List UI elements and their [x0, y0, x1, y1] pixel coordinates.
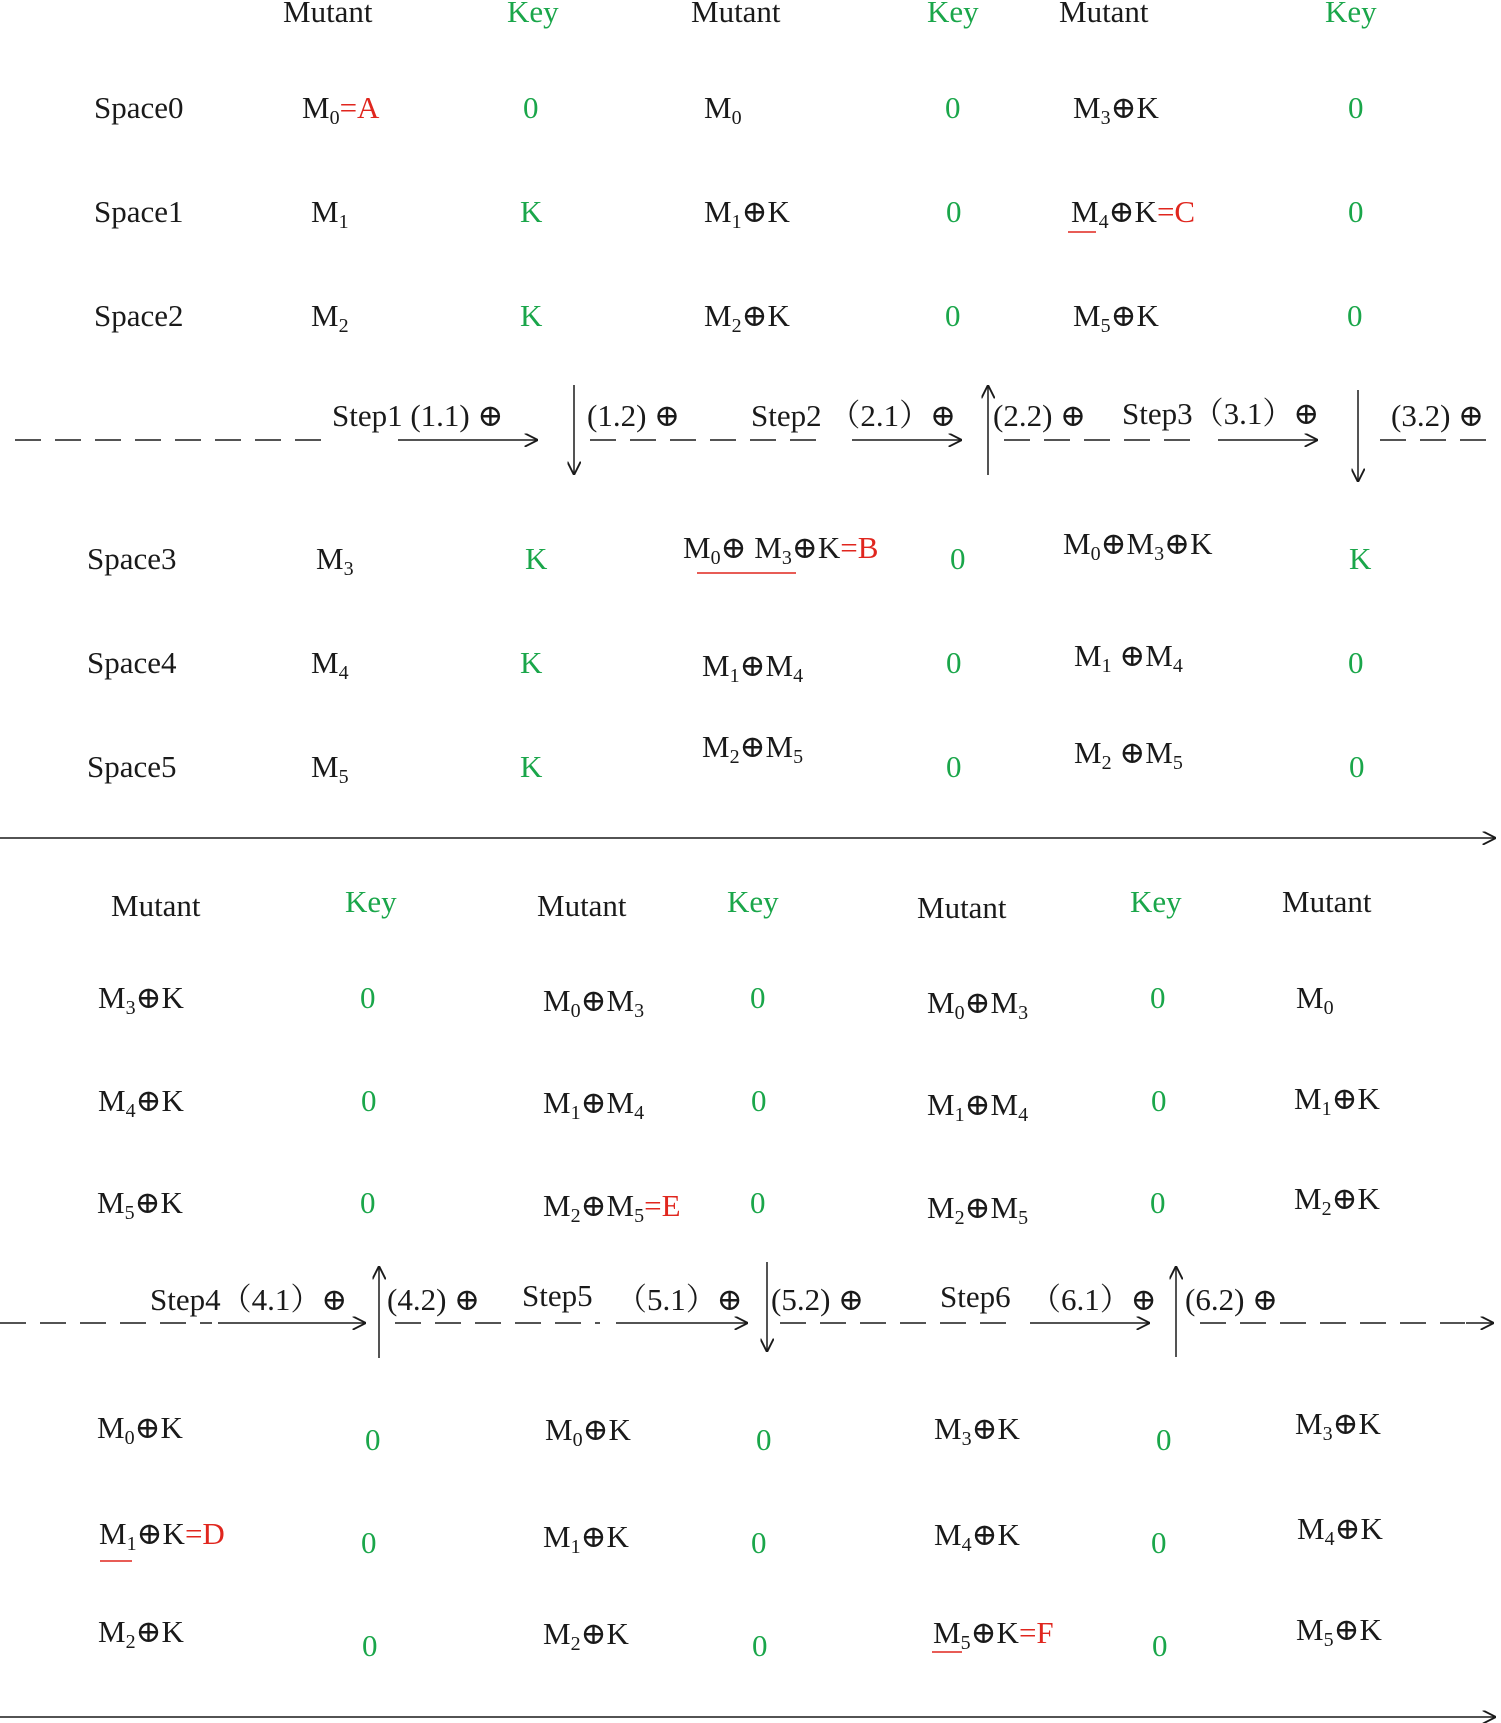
cell-mutant: $M_1$ $\oplus M_4$ [1074, 638, 1183, 677]
header-mutant-4: Mutant [111, 888, 201, 923]
cell-mutant: $M_4\oplus K$ [1297, 1511, 1383, 1550]
cell-key: 0 [750, 980, 766, 1015]
step6-1-label: （6.1）⊕ [1030, 1282, 1157, 1317]
cell-mutant: $M_5\oplus K$ [1073, 298, 1159, 337]
cell-mutant: $M_0$ [1296, 980, 1334, 1019]
step4-2-label: (4.2) ⊕ [387, 1282, 481, 1317]
cell-mutant: $M_5\oplus K$ [97, 1185, 183, 1224]
cell-key: 0 [945, 298, 961, 333]
cell-key: K [520, 194, 543, 229]
header-key-2: Key [927, 0, 979, 29]
cell-mutant: $M_1\oplus K$ [543, 1519, 629, 1558]
cell-mutant: $M_4\oplus K$ [934, 1517, 1020, 1556]
cell-key: 0 [1349, 749, 1365, 784]
step3-2-label: (3.2) ⊕ [1391, 398, 1485, 433]
cell-key: K [520, 645, 543, 680]
header-key-1: Key [507, 0, 559, 29]
cell-mutant: $M_3\oplus K$ [98, 980, 184, 1019]
cell-key: 0 [1152, 1628, 1168, 1663]
step5-1-label: （5.1）⊕ [616, 1282, 743, 1317]
cell-mutant: $M_4$ [311, 645, 349, 684]
cell-mutant: $M_2\oplus K$ [1294, 1181, 1380, 1220]
cell-mutant: $M_1$ [311, 194, 349, 233]
header-mutant-1: Mutant [283, 0, 373, 29]
header-mutant-2: Mutant [691, 0, 781, 29]
header-key-5: Key [727, 884, 779, 919]
cell-mutant: $M_1\oplus M_4$ [927, 1087, 1029, 1126]
cell-mutant: $M_3\oplus K$ [1295, 1406, 1381, 1445]
step6-2-label: (6.2) ⊕ [1185, 1282, 1279, 1317]
cell-key: 0 [365, 1422, 381, 1457]
space-label: Space1 [94, 194, 184, 229]
header-key-4: Key [345, 884, 397, 919]
header-key-3: Key [1325, 0, 1377, 29]
cell-key: 0 [360, 1185, 376, 1220]
cell-key: K [525, 541, 548, 576]
cell-mutant: $M_0$ [704, 90, 742, 129]
cell-key: 0 [751, 1525, 767, 1560]
cell-mutant: $M_1\oplus M_4$ [702, 648, 804, 687]
cell-mutant: $M_2\oplus M_5$ [927, 1190, 1029, 1229]
step3-label: Step3（3.1）⊕ [1122, 396, 1320, 431]
cell-mutant: $M_5\oplus K$ [1296, 1612, 1382, 1651]
cell-mutant: $M_3$ [316, 541, 354, 580]
space-label: Space4 [87, 645, 177, 680]
header-mutant-6: Mutant [917, 890, 1007, 925]
cell-mutant: $M_2$ [311, 298, 349, 337]
space-label: Space0 [94, 90, 184, 125]
cell-key: 0 [523, 90, 539, 125]
cell-key: 0 [1151, 1083, 1167, 1118]
cell-mutant: $M_2\oplus K$ [704, 298, 790, 337]
space-label: Space3 [87, 541, 177, 576]
cell-key: 0 [752, 1628, 768, 1663]
step2-label: Step2 （2.1）⊕ [751, 398, 957, 433]
step2-2-label: (2.2) ⊕ [993, 398, 1087, 433]
header-mutant-3: Mutant [1059, 0, 1149, 29]
header-mutant-7: Mutant [1282, 884, 1372, 919]
cell-key: 0 [750, 1185, 766, 1220]
cell-key: 0 [1348, 90, 1364, 125]
space-label: Space2 [94, 298, 184, 333]
cell-key: 0 [1156, 1422, 1172, 1457]
cell-mutant: $M_1\oplus M_4$ [543, 1085, 645, 1124]
step1-2-label: (1.2) ⊕ [587, 398, 681, 433]
step6-label: Step6 [940, 1279, 1011, 1314]
cell-key: 0 [945, 90, 961, 125]
cell-mutant: $M_0\oplus M_3$ [543, 983, 645, 1022]
step5-label: Step5 [522, 1278, 593, 1313]
cell-key: 0 [1150, 1185, 1166, 1220]
cell-key: 0 [1150, 980, 1166, 1015]
cell-key: 0 [1348, 645, 1364, 680]
cell-mutant: $M_0\oplus M_3\oplus K$ [1063, 526, 1213, 565]
step4-label: Step4（4.1）⊕ [150, 1282, 348, 1317]
cell-mutant: $M_0\oplus$ $M_3\oplus K=B$ [683, 530, 879, 569]
cell-key: 0 [360, 980, 376, 1015]
cell-mutant: $M_0\oplus K$ [97, 1410, 183, 1449]
step5-2-label: (5.2) ⊕ [771, 1282, 865, 1317]
cell-key: K [520, 298, 543, 333]
cell-key: 0 [950, 541, 966, 576]
cell-key: 0 [946, 194, 962, 229]
cell-mutant: $M_1\oplus K$ [704, 194, 790, 233]
cell-key: 0 [362, 1628, 378, 1663]
space-label: Space5 [87, 749, 177, 784]
cell-key: K [1349, 541, 1372, 576]
cell-key: 0 [946, 749, 962, 784]
cell-mutant: $M_5$ [311, 749, 349, 788]
cell-mutant: $M_4\oplus K=C$ [1071, 194, 1196, 233]
cell-mutant: $M_3\oplus K$ [1073, 90, 1159, 129]
cell-mutant: $M_2\oplus M_5=E$ [543, 1188, 681, 1227]
cell-mutant: $M_2\oplus M_5$ [702, 729, 804, 768]
cell-mutant: $M_0=A$ [302, 90, 380, 129]
cell-mutant: $M_0\oplus K$ [545, 1412, 631, 1451]
cell-mutant: $M_1\oplus K=D$ [99, 1516, 225, 1555]
cell-mutant: $M_1\oplus K$ [1294, 1081, 1380, 1120]
cell-key: K [520, 749, 543, 784]
cell-mutant: $M_2\oplus K$ [98, 1614, 184, 1653]
cell-key: 0 [1347, 298, 1363, 333]
cell-key: 0 [361, 1083, 377, 1118]
header-mutant-5: Mutant [537, 888, 627, 923]
cell-key: 0 [751, 1083, 767, 1118]
cell-key: 0 [361, 1525, 377, 1560]
cell-mutant: $M_2$ $\oplus M_5$ [1074, 735, 1183, 774]
cell-key: 0 [756, 1422, 772, 1457]
cell-mutant: $M_4\oplus K$ [98, 1083, 184, 1122]
cell-mutant: $M_2\oplus K$ [543, 1616, 629, 1655]
cell-key: 0 [946, 645, 962, 680]
cell-key: 0 [1151, 1525, 1167, 1560]
header-key-6: Key [1130, 884, 1182, 919]
cell-mutant: $M_5\oplus K=F$ [933, 1615, 1054, 1654]
cell-key: 0 [1348, 194, 1364, 229]
step1-label: Step1 (1.1) ⊕ [332, 398, 504, 433]
cell-mutant: $M_0\oplus M_3$ [927, 985, 1029, 1024]
cell-mutant: $M_3\oplus K$ [934, 1411, 1020, 1450]
